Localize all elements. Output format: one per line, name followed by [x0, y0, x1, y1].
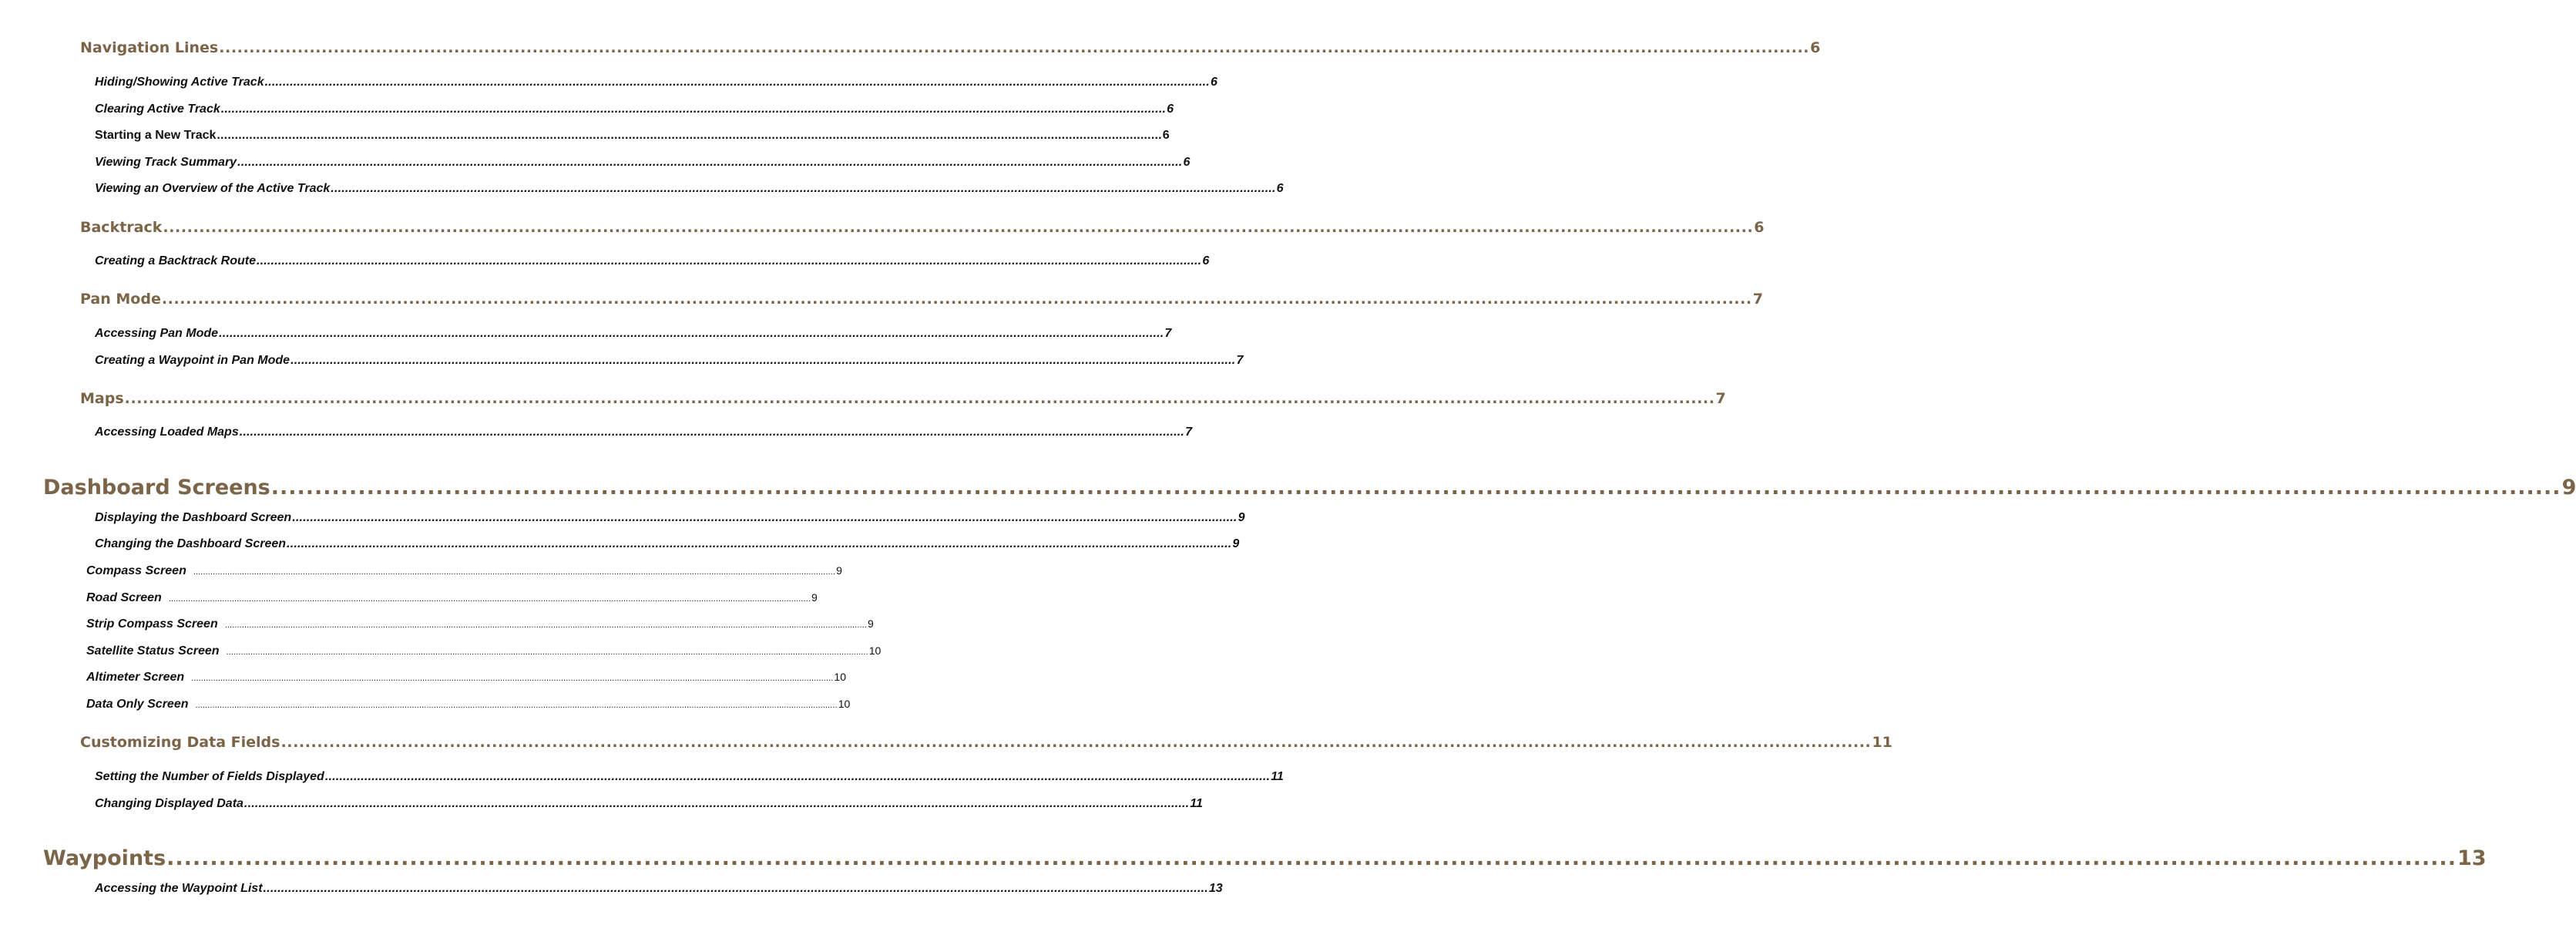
toc-item-viewing-overview-active-track[interactable] — [95, 182, 1284, 196]
toc-entry-label: Changing the Dashboard Screen — [95, 537, 287, 550]
toc-entry-label: Pan Mode — [80, 291, 161, 308]
toc-chapter-dashboard-screens[interactable] — [43, 476, 2576, 500]
dot-leader: ........................................................................................................................................................................................................................................................................ — [217, 129, 1162, 142]
toc-item-changing-displayed-data[interactable] — [95, 797, 1203, 811]
dot-leader: ........................................................................................................................................................................................................................................................................ — [124, 390, 1715, 407]
toc-entry-label: Setting the Number of Fields Displayed — [95, 770, 324, 783]
toc-item-hiding-showing-active-track[interactable] — [95, 76, 1217, 89]
toc-item-viewing-track-summary[interactable] — [95, 156, 1191, 170]
toc-entry-label: Strip Compass Screen — [86, 617, 218, 631]
toc-item-data-only-screen[interactable] — [86, 698, 851, 711]
dot-leader: ........................................................................................................................................................................................................................................................................ — [243, 797, 1190, 810]
toc-page-number: 10 — [834, 671, 846, 683]
dot-leader: ........................................................................................................................................................................................................................................................................ — [219, 39, 1810, 56]
toc-entry-label: Maps — [80, 390, 124, 407]
toc-entry-label: Navigation Lines — [80, 39, 219, 56]
toc-page-number: 7 — [1752, 291, 1763, 308]
toc-entry-label: Creating a Waypoint in Pan Mode — [95, 354, 291, 367]
toc-page-number: 7 — [1715, 390, 1726, 407]
toc-item-compass-screen[interactable] — [86, 564, 842, 578]
dot-leader: ........................................................................................................................................................................................................................................................................ — [256, 254, 1202, 267]
toc-item-accessing-waypoint-list[interactable] — [95, 882, 1223, 896]
toc-entry-label: Accessing Loaded Maps — [95, 426, 239, 439]
toc-entry-label: Displaying the Dashboard Screen — [95, 511, 292, 524]
toc-page-number: 11 — [1872, 734, 1893, 751]
toc-item-creating-waypoint-pan-mode[interactable] — [95, 354, 1244, 368]
dot-leader: ........................................................................................................................................................................................................................................................................ — [161, 291, 1752, 308]
dot-leader: ........................................................................................................................................................................................................................................................................ — [237, 156, 1183, 169]
dot-leader: ........................................................................................................................................................................................................................................................................ — [239, 426, 1185, 439]
dot-leader: ........................................................................................................................................................................................................................................................................ — [324, 770, 1271, 783]
dot-leader: ........................................................................................................................................................................................................................................................................ — [331, 182, 1276, 195]
dot-leader: ........................................................................................................................................................................................................................................................................ — [193, 567, 836, 577]
toc-page-number: 11 — [1190, 797, 1203, 810]
toc-entry-label: Dashboard Screens — [43, 476, 270, 500]
toc-entry-label: Viewing Track Summary — [95, 156, 237, 169]
toc-item-road-screen[interactable] — [86, 591, 818, 605]
toc-entry-label: Hiding/Showing Active Track — [95, 76, 264, 89]
toc-item-changing-dashboard-screen[interactable] — [95, 537, 1240, 551]
toc-item-setting-number-of-fields[interactable] — [95, 770, 1284, 784]
dot-leader: ........................................................................................................................................................................................................................................................................ — [224, 621, 867, 630]
toc-item-clearing-active-track[interactable] — [95, 103, 1174, 116]
toc-section-customizing-data-fields[interactable] — [80, 734, 1893, 751]
toc-section-maps[interactable] — [80, 390, 1726, 407]
toc-section-pan-mode[interactable] — [80, 291, 1763, 308]
dot-leader: ........................................................................................................................................................................................................................................................................ — [292, 511, 1238, 524]
toc-page-number: 6 — [1202, 254, 1210, 267]
dot-leader: ........................................................................................................................................................................................................................................................................ — [168, 594, 811, 604]
toc-section-navigation-lines[interactable] — [80, 39, 1821, 56]
toc-entry-label: Data Only Screen — [86, 698, 189, 711]
toc-page-number: 6 — [1167, 103, 1174, 116]
toc-page-number: 6 — [1210, 76, 1217, 89]
toc-entry-label: Altimeter Screen — [86, 671, 185, 684]
toc-page-number: 7 — [1164, 327, 1172, 340]
toc-entry-label: Accessing Pan Mode — [95, 327, 219, 340]
toc-page-number: 9 — [1238, 511, 1245, 524]
toc-item-satellite-status-screen[interactable] — [86, 644, 882, 658]
dot-leader: ........................................................................................................................................................................................................................................................................ — [226, 648, 868, 657]
toc-section-backtrack[interactable] — [80, 219, 1765, 236]
toc-entry-label: Road Screen — [86, 591, 162, 604]
dot-leader: ........................................................................................................................................................................................................................................................................ — [291, 354, 1236, 367]
toc-page-number: 11 — [1271, 770, 1284, 783]
toc-page-number: 6 — [1162, 129, 1170, 142]
dot-leader: ........................................................................................................................................................................................................................................................................ — [280, 734, 1872, 751]
dot-leader: ........................................................................................................................................................................................................................................................................ — [191, 674, 834, 683]
toc-item-accessing-loaded-maps[interactable] — [95, 426, 1192, 439]
dot-leader: ........................................................................................................................................................................................................................................................................ — [263, 882, 1208, 895]
toc-entry-label: Creating a Backtrack Route — [95, 254, 256, 267]
dot-leader: ........................................................................................................................................................................................................................................................................ — [219, 327, 1164, 340]
toc-page-number: 9 — [2561, 476, 2576, 500]
toc-entry-label: Starting a New Track — [95, 129, 217, 142]
toc-page-number: 7 — [1185, 426, 1192, 439]
dot-leader: ........................................................................................................................................................................................................................................................................ — [163, 219, 1754, 236]
toc-item-accessing-pan-mode[interactable] — [95, 327, 1172, 341]
toc-page-number: 10 — [838, 698, 851, 710]
dot-leader: ........................................................................................................................................................................................................................................................................ — [287, 537, 1232, 550]
toc-item-altimeter-screen[interactable] — [86, 671, 846, 685]
toc-entry-label: Backtrack — [80, 219, 163, 236]
dot-leader: ........................................................................................................................................................................................................................................................................ — [166, 846, 2457, 870]
toc-page-number: 9 — [1232, 537, 1240, 550]
toc-entry-label: Satellite Status Screen — [86, 644, 220, 658]
toc-item-starting-new-track[interactable] — [95, 129, 1170, 143]
toc-entry-label: Customizing Data Fields — [80, 734, 280, 751]
toc-entry-label: Changing Displayed Data — [95, 797, 243, 810]
toc-entry-label: Waypoints — [43, 846, 166, 870]
toc-entry-label: Accessing the Waypoint List — [95, 882, 263, 895]
toc-chapter-waypoints[interactable] — [43, 846, 2487, 870]
toc-page-number: 9 — [867, 617, 874, 630]
toc-page-number: 6 — [1183, 156, 1191, 169]
toc-entry-label: Compass Screen — [86, 564, 186, 577]
toc-item-strip-compass-screen[interactable] — [86, 617, 874, 631]
toc-entry-label: Viewing an Overview of the Active Track — [95, 182, 331, 195]
toc-page-number: 7 — [1236, 354, 1244, 367]
dot-leader: ........................................................................................................................................................................................................................................................................ — [264, 76, 1210, 89]
toc-page-number: 9 — [811, 591, 818, 604]
toc-entry-label: Clearing Active Track — [95, 103, 220, 116]
toc-page-number: 10 — [868, 644, 882, 657]
dot-leader: ........................................................................................................................................................................................................................................................................ — [270, 476, 2561, 500]
dot-leader: ........................................................................................................................................................................................................................................................................ — [195, 701, 838, 710]
toc-page-number: 13 — [1208, 882, 1223, 895]
toc-page-number: 6 — [1810, 39, 1821, 56]
toc-page-number: 6 — [1754, 219, 1765, 236]
toc-page-number: 6 — [1276, 182, 1284, 195]
toc-item-creating-backtrack-route[interactable] — [95, 254, 1210, 268]
toc-item-displaying-dashboard-screen[interactable] — [95, 511, 1245, 525]
toc-page-number: 13 — [2457, 846, 2487, 870]
dot-leader: ........................................................................................................................................................................................................................................................................ — [220, 103, 1167, 116]
toc-page-number: 9 — [836, 564, 842, 577]
